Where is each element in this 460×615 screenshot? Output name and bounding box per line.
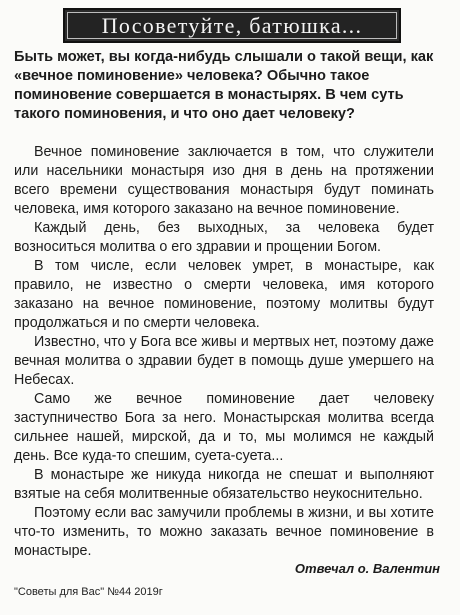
answer-paragraph-3: В том числе, если человек умрет, в монастыре, как правило, не известно о смерти человека, имя которого заказано на вечное поминовение, поэтому молитвы будут продолжаться и по смерти человека. [14,258,434,331]
reader-question: Быть может, вы когда-нибудь слышали о такой вещи, как «вечное поминовение» человека? Обычно такое поминовение совершается в монастырях. В чем суть такого поминовения, и что оно дает человеку? [14,49,434,122]
column-title: Посоветуйте, батюшка... [101,12,363,38]
publication-source: "Советы для Вас" №44 2019г [14,586,163,598]
answer-paragraph-2: Каждый день, без выходных, за человека будет возноситься молитва о его здравии и прощении Богом. [14,220,434,255]
answer-paragraph-4: Известно, что у Бога все живы и мертвых нет, поэтому даже вечная молитва о здравии будет в помощь душе умершего на Небесах. [14,334,434,388]
answer-paragraph-1: Вечное поминовение заключается в том, что служители или насельники монастыря изо дня в день на протяжении всего времени существования монастыря будут поминать человека, имя которого заказано на вечное поминовение. [14,144,434,217]
answer-paragraph-6: В монастыре же никуда никогда не спешат и выполняют взятые на себя молитвенные обязательство неукоснительно. [14,467,434,502]
author-signature: Отвечал о. Валентин [294,561,440,576]
answer-paragraph-7: Поэтому если вас замучили проблемы в жизни, и вы хотите что-то изменить, то можно заказать вечное поминовение в монастыре. [14,505,434,559]
column-title-banner [63,8,401,43]
answer-paragraph-5: Само же вечное поминовение дает человеку заступничество Бога за него. Монастырская молитва всегда сильнее нашей, мирской, да и то, мы молимся не каждый день. Все куда-то спешим, суета-суета... [14,391,434,464]
answer-body [14,143,434,561]
